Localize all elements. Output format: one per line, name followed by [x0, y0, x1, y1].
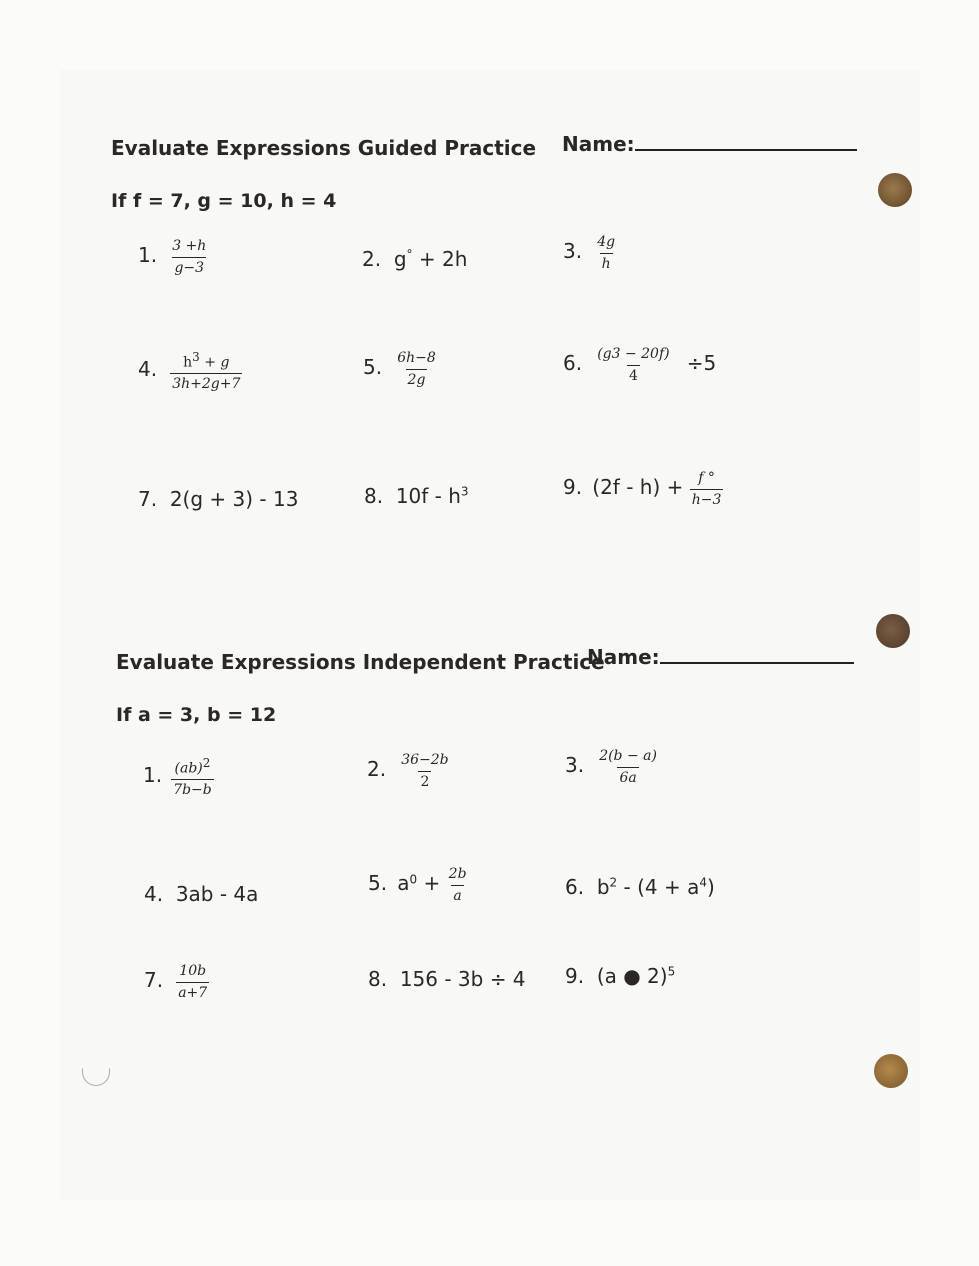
expression-rest: ) [706, 875, 715, 899]
independent-given-values: If a = 3, b = 12 [116, 704, 277, 726]
independent-problem-4 [144, 882, 258, 906]
guided-name-line[interactable] [635, 135, 857, 151]
guided-problem-6 [563, 346, 716, 385]
denominator: a+7 [176, 982, 209, 1002]
guided-problem-2 [362, 247, 467, 271]
problem-number: 7. [144, 967, 164, 992]
guided-problem-4 [138, 350, 242, 393]
expression: 3ab - 4a [175, 882, 259, 906]
guided-name-field[interactable] [562, 132, 857, 156]
fraction [170, 238, 208, 277]
numerator: 4g [597, 234, 616, 250]
expression: (a ● 2) [596, 964, 668, 988]
problem-number: 3. [563, 238, 583, 263]
problem-number: 1. [143, 763, 163, 788]
denominator: g−3 [172, 257, 206, 277]
problem-number: 5. [368, 870, 388, 895]
numerator-rest: + g [199, 354, 230, 371]
problem-number: 3. [565, 752, 585, 777]
independent-problem-3 [565, 748, 659, 787]
denominator: h [600, 253, 613, 273]
numerator-base: h [183, 354, 193, 371]
independent-name-field[interactable] [587, 645, 854, 669]
guided-problem-1 [138, 238, 208, 277]
guided-problem-9 [563, 470, 723, 509]
independent-problem-2 [367, 752, 451, 791]
numerator: 10b [179, 963, 207, 979]
problem-number: 9. [563, 474, 583, 499]
superscript: 2 [609, 875, 618, 890]
superscript: 3 [460, 484, 469, 499]
numerator: 3 +h [172, 238, 207, 254]
problem-number: 6. [565, 875, 585, 899]
independent-problem-5 [368, 866, 469, 905]
numerator: 6h−8 [397, 350, 436, 366]
problem-number: 2. [362, 247, 382, 271]
fraction [690, 470, 724, 509]
expression-rest: + 2h [412, 247, 468, 271]
fraction [595, 346, 671, 385]
numerator: f ° [698, 470, 715, 486]
problem-number: 6. [563, 350, 583, 375]
problem-number: 1. [138, 242, 158, 267]
base: g [393, 247, 407, 271]
denominator: 7b−b [171, 779, 214, 799]
independent-problem-8 [368, 967, 526, 991]
plus-sign: + [417, 870, 447, 895]
fraction [395, 350, 438, 389]
problem-number: 4. [138, 357, 158, 382]
numerator: (g3 − 20f) [597, 346, 670, 362]
guided-name-label: Name: [562, 132, 635, 156]
base: a [397, 870, 410, 895]
expression: 2(g + 3) - 13 [169, 487, 299, 511]
guided-problem-5 [363, 350, 438, 389]
expression-middle: - (4 + a [617, 875, 700, 899]
denominator: h−3 [690, 489, 724, 509]
independent-name-label: Name: [587, 645, 660, 669]
independent-problem-7 [144, 963, 209, 1002]
independent-problem-9 [565, 964, 675, 988]
expression: 156 - 3b ÷ 4 [399, 967, 526, 991]
numerator: 2b [448, 866, 467, 882]
fraction [176, 963, 209, 1002]
binder-hole-bottom [874, 1054, 908, 1088]
denominator: 4 [627, 365, 640, 385]
problem-number: 4. [144, 882, 164, 906]
divide-suffix: ÷5 [686, 350, 717, 375]
guided-problem-7 [138, 487, 298, 511]
base: 10f - h [395, 484, 461, 508]
independent-name-line[interactable] [660, 648, 854, 664]
base: b [596, 875, 610, 899]
guided-given-values: If f = 7, g = 10, h = 4 [111, 190, 337, 212]
denominator: 6a [617, 767, 638, 787]
problem-number: 8. [364, 484, 384, 508]
independent-title: Evaluate Expressions Independent Practice [116, 650, 605, 674]
superscript: ° [406, 247, 413, 262]
fraction [595, 234, 617, 273]
superscript: 5 [667, 964, 676, 979]
guided-title: Evaluate Expressions Guided Practice [111, 136, 537, 160]
superscript: 0 [409, 872, 418, 887]
guided-problem-8 [364, 484, 469, 508]
superscript: 3 [192, 350, 200, 364]
fraction [597, 748, 659, 787]
problem-number: 8. [368, 967, 388, 991]
numerator: 2(b − a) [599, 748, 657, 764]
fraction [447, 866, 469, 905]
fraction [170, 350, 242, 393]
fraction [399, 752, 450, 791]
independent-problem-1 [143, 756, 214, 799]
numerator: 36−2b [401, 752, 449, 768]
problem-number: 5. [363, 354, 383, 379]
binder-hole-middle [876, 614, 910, 648]
problem-number: 7. [138, 487, 158, 511]
numerator: (ab) [174, 760, 203, 777]
independent-problem-6 [565, 875, 715, 899]
superscript: 4 [699, 875, 707, 890]
fraction [171, 756, 214, 799]
binder-hole-top [878, 173, 912, 207]
denominator: 2 [418, 771, 431, 791]
denominator: 2g [406, 369, 428, 389]
problem-number: 9. [565, 964, 585, 988]
denominator: 3h+2g+7 [170, 373, 242, 393]
expression-prefix: (2f - h) + [592, 474, 690, 499]
problem-number: 2. [367, 756, 387, 781]
guided-problem-3 [563, 234, 617, 273]
denominator: a [451, 885, 463, 905]
superscript: 2 [202, 756, 211, 770]
